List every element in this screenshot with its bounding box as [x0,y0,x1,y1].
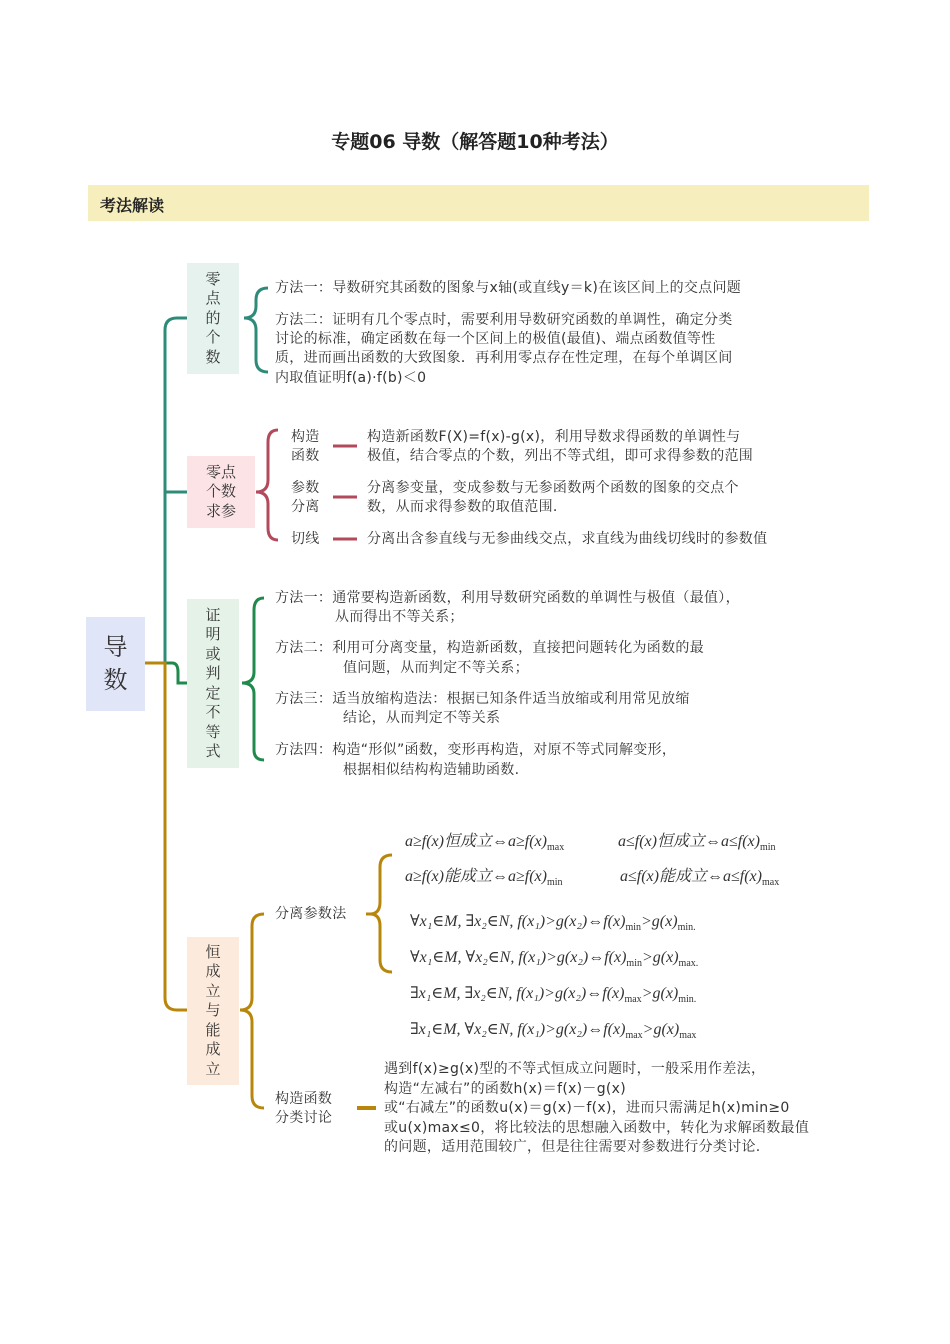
method-text: 根据相似结构构造辅助函数. [343,762,520,778]
formula: a≥f(x)恒成立$\Leftrightarrow a\ge f(x)_{max}$ [405,833,565,854]
label-line: 求参 [205,501,236,520]
brace-teal [244,288,268,372]
label-char: 定 [205,683,221,702]
branch-inequality [187,599,239,768]
banner-label: 考法解读 [100,196,165,215]
branch-zero-param [187,456,255,528]
sub-text: 遇到f(x)≥g(x)型的不等式恒成立问题时，一般采用作差法， [384,1061,766,1077]
root-char: 导 [103,633,128,661]
label-char: 零 [205,269,221,288]
label-char: 等 [205,722,221,741]
sub-label: 参数 [291,480,320,496]
method-text: 方法二：利用可分离变量，构造新函数，直接把问题转化为函数的最 [275,640,704,656]
label-char: 或 [205,644,221,663]
sub-text: 构造“左减右”的函数h(x)＝f(x)－g(x) [384,1081,627,1097]
sub-text: 的问题，适用范围较广，但是往往需要对参数进行分类讨论. [384,1139,761,1155]
label-char: 成 [205,962,221,981]
label-char: 不 [205,703,221,721]
label-line: 零点 [205,462,236,481]
label-char: 与 [205,1001,221,1020]
label-char: 的 [205,308,221,327]
label-char: 明 [205,625,221,643]
sub-text: 分离参变量，变成参数与无参函数两个函数的图象的交点个 [367,480,739,496]
brace-pink [256,430,278,540]
brace-gold [240,914,264,1108]
formula: ∃x₁∈M, ∃x₂∈N, $f(x_1)>g(x_2)\Leftrightarrow f(x)_{max}>g(x)_{min.}$ [410,985,697,1006]
branch-always-hold [187,937,239,1085]
sub-label: 函数 [291,448,320,464]
sub-label: 切线 [291,531,320,547]
method-text: 讨论的标准，确定函数在每一个区间上的极值(最值)、端点函数值等性 [275,331,716,347]
formula: ∃x₁∈M, ∀x₂∈N, $f(x_1)>g(x_2)\Leftrightarrow f(x)_{max}>g(x)_{max}$ [410,1021,697,1042]
sub-label: 分离 [291,499,320,515]
label-char: 成 [205,1040,221,1059]
label-char: 恒 [205,942,221,961]
label-char: 立 [205,981,221,1000]
label-char: 式 [205,742,221,760]
method-text: 方法一：通常要构造新函数，利用导数研究函数的单调性与极值（最值）， [275,590,740,606]
method-text: 方法四：构造“形似”函数，变形再构造，对原不等式同解变形， [275,742,677,758]
brace-green [242,598,264,760]
connector-gold [145,663,187,1010]
method-text: 结论，从而判定不等关系 [343,710,501,726]
method-text: 方法一：导数研究其函数的图象与x轴(或直线y＝k)在该区间上的交点问题 [275,280,742,296]
sub-text: 或u(x)max≤0，将比较法的思想融入函数中，转化为求解函数最值 [384,1120,810,1136]
method-text: 从而得出不等关系； [335,609,464,625]
method-text: 方法三：适当放缩构造法：根据已知条件适当放缩或利用常见放缩 [275,691,690,707]
sub-text: 分离出含参直线与无参曲线交点，求直线为曲线切线时的参数值 [367,531,768,547]
method-text: 值问题，从而判定不等关系； [343,660,529,676]
sub-text: 构造新函数F(X)=f(x)-g(x)，利用导数求得函数的单调性与 [367,429,741,445]
root-node [86,617,145,711]
sub-text: 数，从而求得参数的取值范围. [367,499,558,515]
sub-label: 分离参数法 [275,906,347,922]
method-text: 方法二：证明有几个零点时，需要利用导数研究函数的单调性，确定分类 [275,312,733,328]
connector-teal [145,318,187,663]
formula: a≤f(x)能成立$\Leftrightarrow a\le f(x)_{max}$ [620,868,780,889]
label-char: 能 [205,1020,221,1039]
method-text: 内取值证明f(a)·f(b)＜0 [275,370,427,386]
branch-zero-count [187,263,239,374]
sub-label: 构造函数 [275,1091,333,1107]
label-char: 证 [205,605,221,624]
label-line: 个数 [205,482,236,501]
label-char: 判 [205,664,221,682]
sub-label: 构造 [291,429,320,445]
brace-gold-sub [370,855,392,972]
formula: a≥f(x)能成立$\Leftrightarrow a\ge f(x)_{min}$ [405,868,563,889]
method-text: 质，进而画出函数的大致图象．再利用零点存在性定理，在每个单调区间 [275,350,733,366]
label-char: 立 [205,1059,221,1078]
page-title: 专题06 导数（解答题10种考法） [331,131,619,153]
root-char: 数 [103,666,128,694]
sub-text: 或“右减左”的函数u(x)＝g(x)－f(x)，进而只需满足h(x)min≥0 [384,1100,790,1116]
label-char: 点 [205,289,221,308]
formula: ∀x₁∈M, ∃x₂∈N, $f(x_1)>g(x_2)\Leftrightarrow f(x)_{min}>g(x)_{min.}$ [410,913,696,934]
label-char: 数 [205,347,221,366]
sub-label: 分类讨论 [275,1110,333,1126]
label-char: 个 [205,328,221,347]
formula: ∀x₁∈M, ∀x₂∈N, $f(x_1)>g(x_2)\Leftrightarrow f(x)_{min}>g(x)_{max.}$ [410,949,699,970]
formula: a≤f(x)恒成立$\Leftrightarrow a\le f(x)_{min}$ [618,833,776,854]
sub-text: 极值，结合零点的个数，列出不等式组，即可求得参数的范围 [367,448,754,464]
